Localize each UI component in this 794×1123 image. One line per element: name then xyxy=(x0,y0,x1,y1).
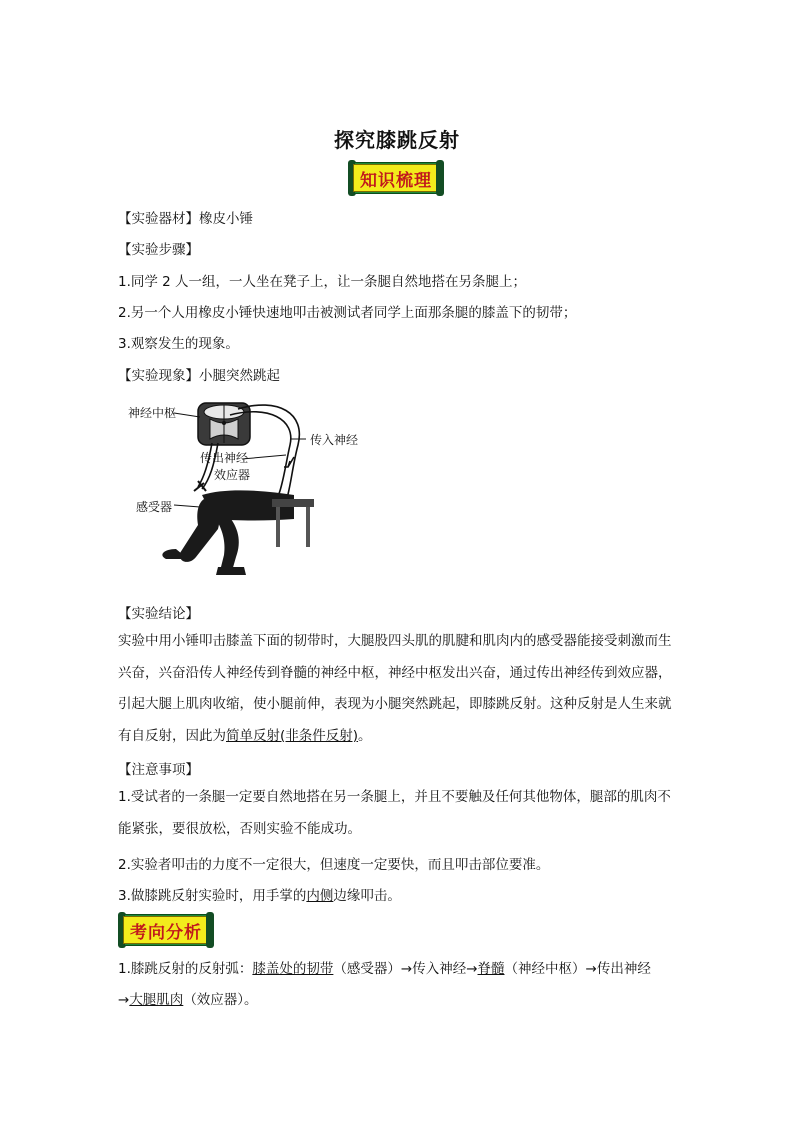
label-nerve-center: 神经中枢 xyxy=(128,406,177,420)
label-afferent-nerve: 传入神经 xyxy=(310,433,359,447)
step-1: 1.同学 2 人一组，一人坐在凳子上，让一条腿自然地搭在另条腿上； xyxy=(118,274,527,290)
materials-label: 【实验器材】 xyxy=(118,211,199,227)
stool-image xyxy=(272,499,314,547)
analysis-underline-muscle: 大腿肌肉 xyxy=(129,992,184,1008)
analysis-banner xyxy=(118,912,214,948)
step-2: 2.另一个人用橡皮小锤快速地叩击被测试者同学上面那条腿的膝盖下的韧带； xyxy=(118,305,577,321)
conclusion-end: 。 xyxy=(358,727,372,744)
materials-text: 橡皮小锤 xyxy=(199,211,253,227)
note-1: 1.受试者的一条腿一定要自然地搭在另一条腿上，并且不要触及任何其他物体，腿部的肌肉不能紧张，要很放松，否则实验不能成功。 xyxy=(118,789,671,837)
analysis-banner-label: 考向分析 xyxy=(123,916,209,944)
analysis-line-1: 1.膝跳反射的反射弧：膝盖处的韧带（感受器）→传入神经→脊髓（神经中枢）→传出神经 xyxy=(118,961,651,977)
note-3-underlined: 内侧 xyxy=(306,888,334,904)
knowledge-banner-label: 知识梳理 xyxy=(353,164,439,192)
note-3: 3.做膝跳反射实验时，用手掌的内侧边缘叩击。 xyxy=(118,888,401,904)
steps-heading: 【实验步骤】 xyxy=(118,242,199,258)
materials-line xyxy=(118,207,253,227)
phenomenon-label: 【实验现象】 xyxy=(118,368,199,384)
analysis-line-2: →大腿肌肉（效应器）。 xyxy=(118,992,258,1008)
analysis-underline-receptor: 膝盖处的韧带 xyxy=(252,961,334,977)
conclusion-heading: 【实验结论】 xyxy=(118,606,199,622)
conclusion-text: 实验中用小锤叩击膝盖下面的韧带时，大腿股四头肌的肌腱和肌肉内的感受器能接受刺激而生兴奋，兴奋沿传人神经传到脊髓的神经中枢，神经中枢发出兴奋，通过传出神经传到效应器，引起大腿上肌肉收缩，使小腿前伸，表现为小腿突然跳起，即膝跳反射。这种反射是人生来就有自反射，因此为 xyxy=(118,633,672,744)
label-receptor: 感受器 xyxy=(136,500,173,514)
label-effector: 效应器 xyxy=(214,468,251,482)
phenomenon-text: 小腿突然跳起 xyxy=(199,368,280,384)
spinal-cord-image xyxy=(198,403,250,445)
notes-heading: 【注意事项】 xyxy=(118,762,199,778)
analysis-underline-spinal: 脊髓 xyxy=(477,961,505,977)
conclusion-underlined: 简单反射(非条件反射) xyxy=(226,727,359,744)
step-3: 3.观察发生的现象。 xyxy=(118,336,239,352)
note-2: 2.实验者叩击的力度不一定很大，但速度一定要快，而且叩击部位要准。 xyxy=(118,857,550,873)
knee-reflex-illustration xyxy=(118,395,380,581)
label-efferent-nerve: 传出神经 xyxy=(200,451,249,465)
phenomenon-line xyxy=(118,364,280,384)
knowledge-banner xyxy=(348,160,444,196)
conclusion-paragraph xyxy=(118,626,678,752)
page-title: 探究膝跳反射 xyxy=(334,128,460,152)
knee-reflex-figure xyxy=(118,395,380,581)
